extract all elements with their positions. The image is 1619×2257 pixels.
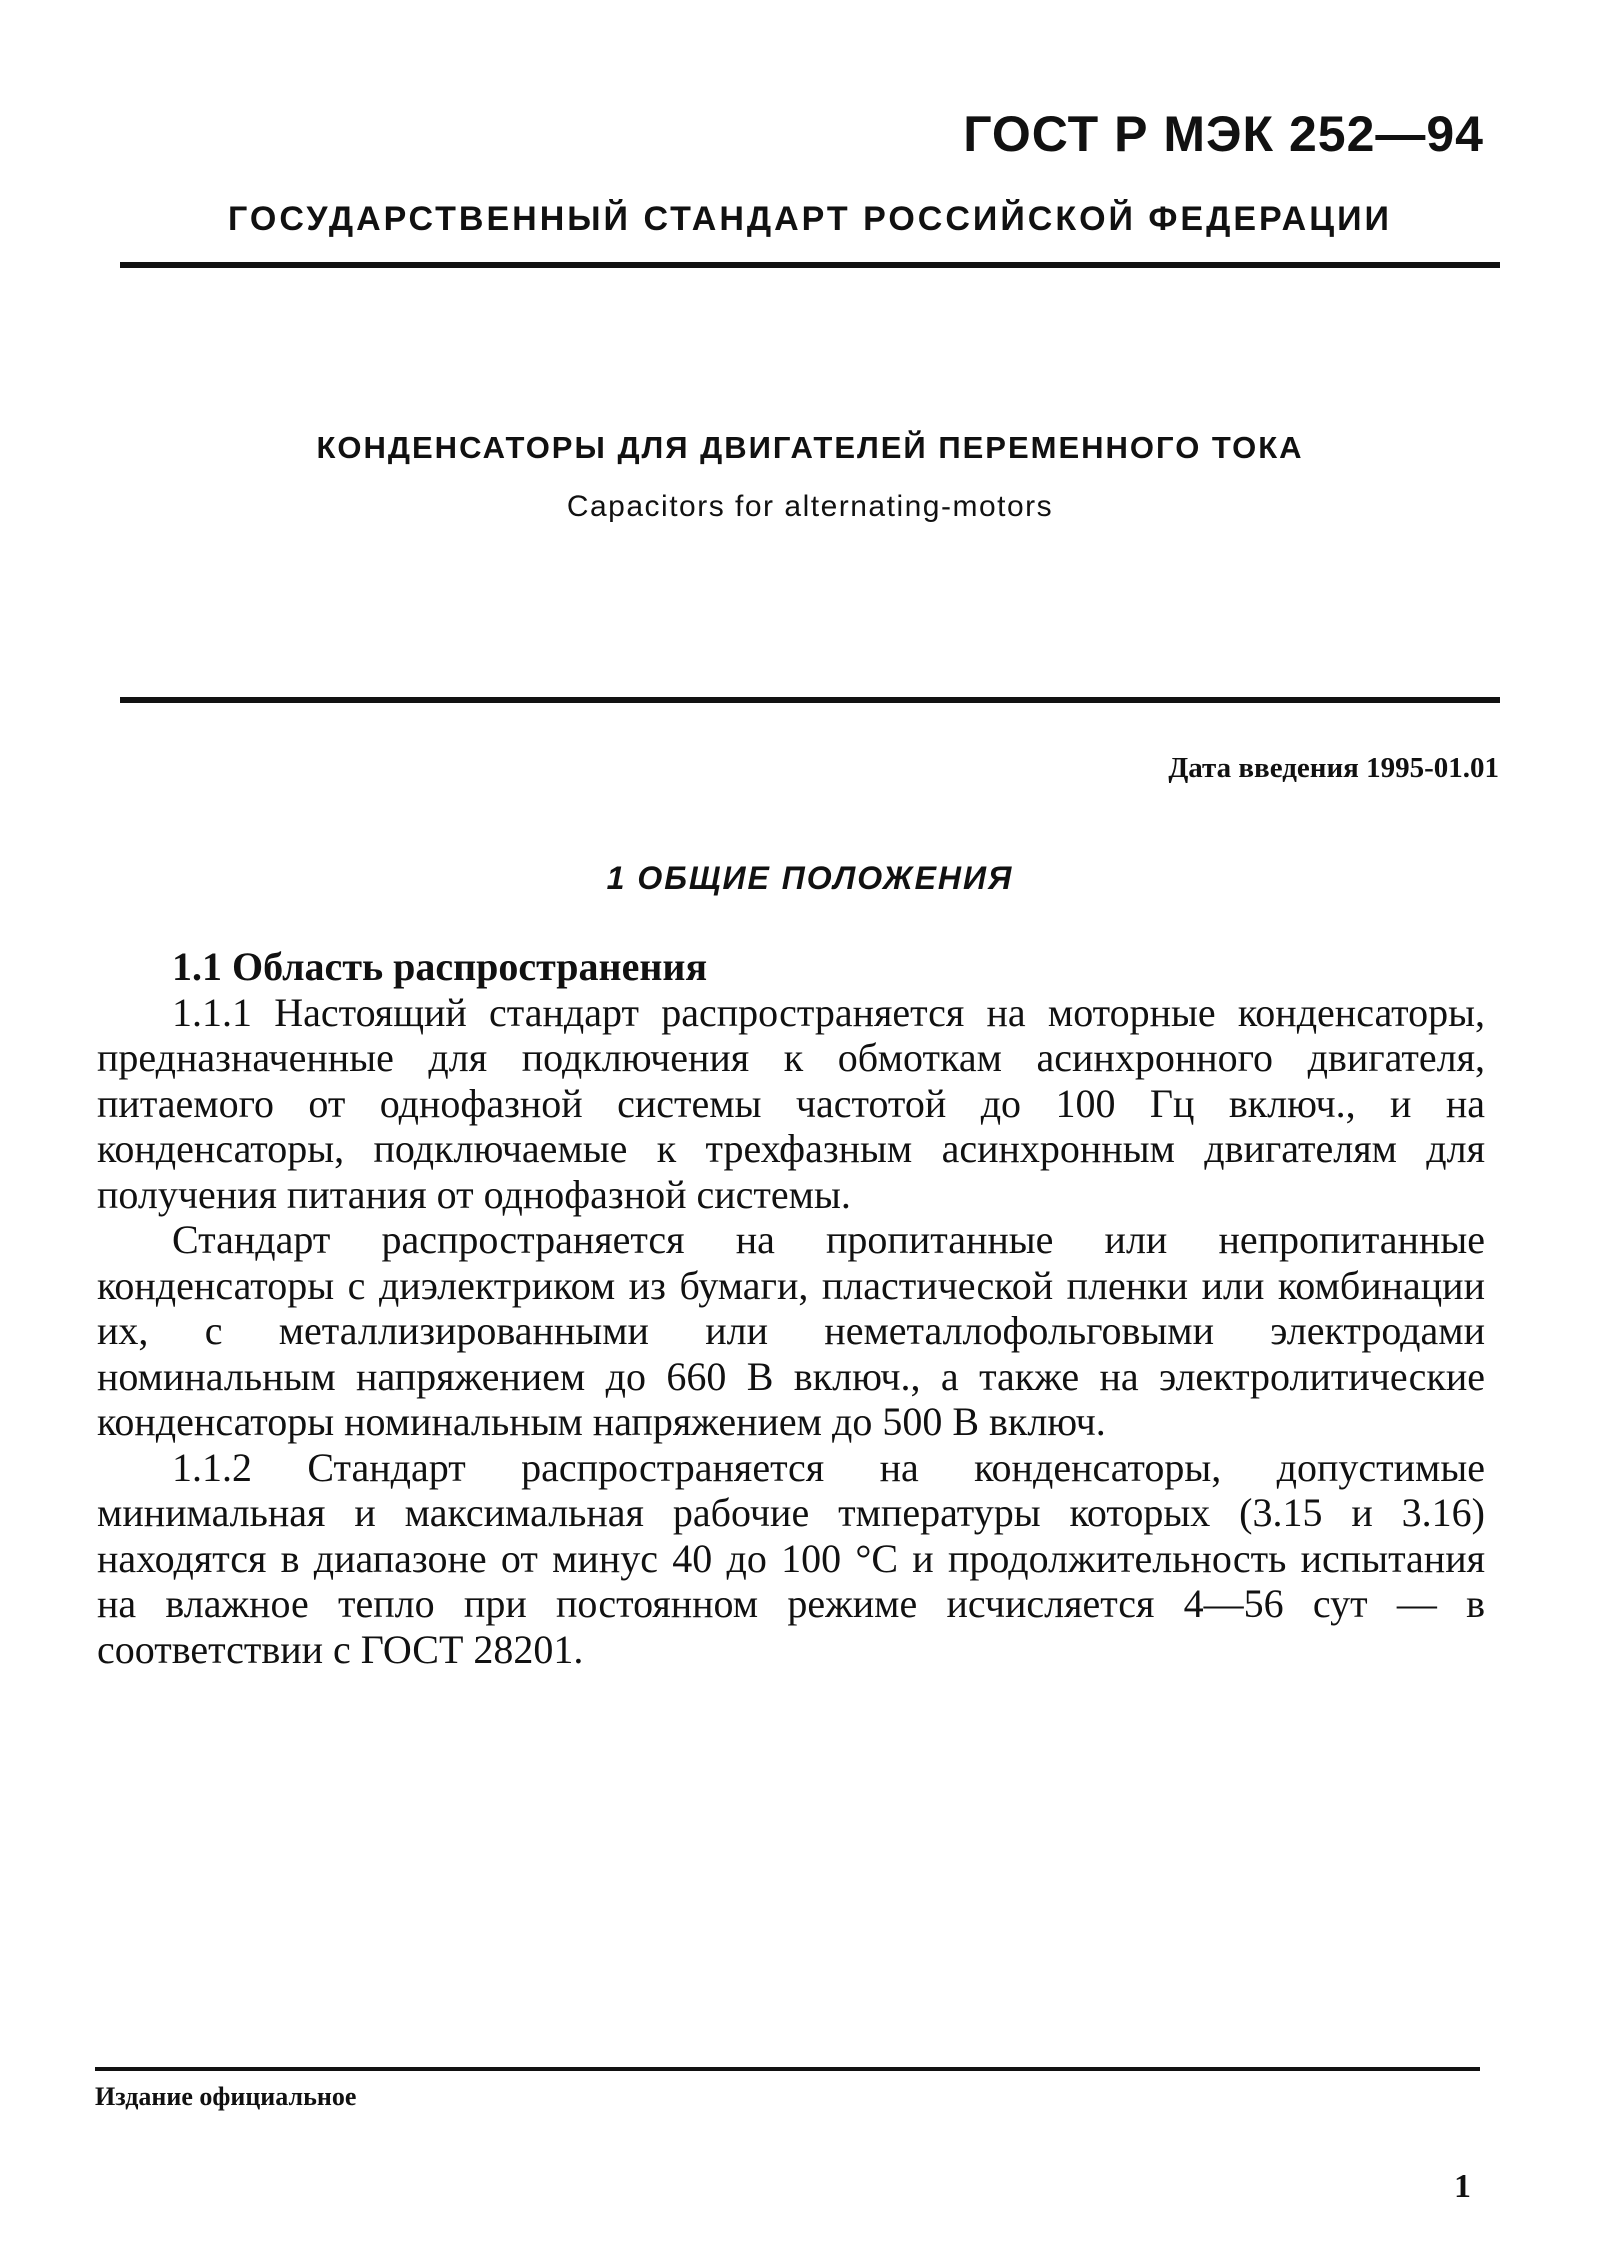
document-title-english: Capacitors for alternating-motors (566, 490, 1054, 523)
subsection-heading: 1.1 Область распространения (172, 944, 708, 989)
document-title: КОНДЕНСАТОРЫ ДЛЯ ДВИГАТЕЛЕЙ ПЕРЕМЕННОГО ТОКА (316, 430, 1304, 465)
header-divider (120, 262, 1500, 268)
title-divider (120, 697, 1500, 703)
state-standard-title: ГОСУДАРСТВЕННЫЙ СТАНДАРТ РОССИЙСКОЙ ФЕДЕРАЦИИ (228, 200, 1392, 238)
paragraph: 1.1.1 Настоящий стандарт распространяется на моторные конденсаторы, предназначенные для подключения к обмоткам асинхронного двигателя, питаемого от однофазной системы частотой до 100 Гц включ., и на конденсаторы, подключаемые к трехфазным асинхронным двигателям для получения питания от однофазной системы. (97, 989, 1485, 1217)
introduction-date: Дата введения 1995-01.01 (1168, 752, 1499, 784)
body-text (97, 944, 1485, 1672)
paragraph: Стандарт распространяется на пропитанные или непропитанные конденсаторы с диэлектриком из бумаги, пластической пленки или комбинации их, с металлизированными или неметаллофольговыми электродами номинальным напряжением до 660 В включ., а также на электролитические конденсаторы номинальным напряжением до 500 В включ. (97, 1217, 1485, 1444)
paragraph: 1.1.2 Стандарт распространяется на конденсаторы, допустимые минимальная и максимальная рабочие тмпературы которых (3.15 и 3.16) находятся в диапазоне от минус 40 до 100 °С и продолжительность испытания на влажное тепло при постоянном режиме исчисляется 4—56 сут — в соответствии с ГОСТ 28201. (97, 1444, 1485, 1672)
section-heading: 1 ОБЩИЕ ПОЛОЖЕНИЯ (606, 860, 1014, 896)
page-number: 1 (1454, 2168, 1471, 2205)
footer-divider (95, 2067, 1480, 2071)
gost-code: ГОСТ Р МЭК 252—94 (963, 106, 1484, 162)
edition-note: Издание официальное (95, 2082, 357, 2111)
